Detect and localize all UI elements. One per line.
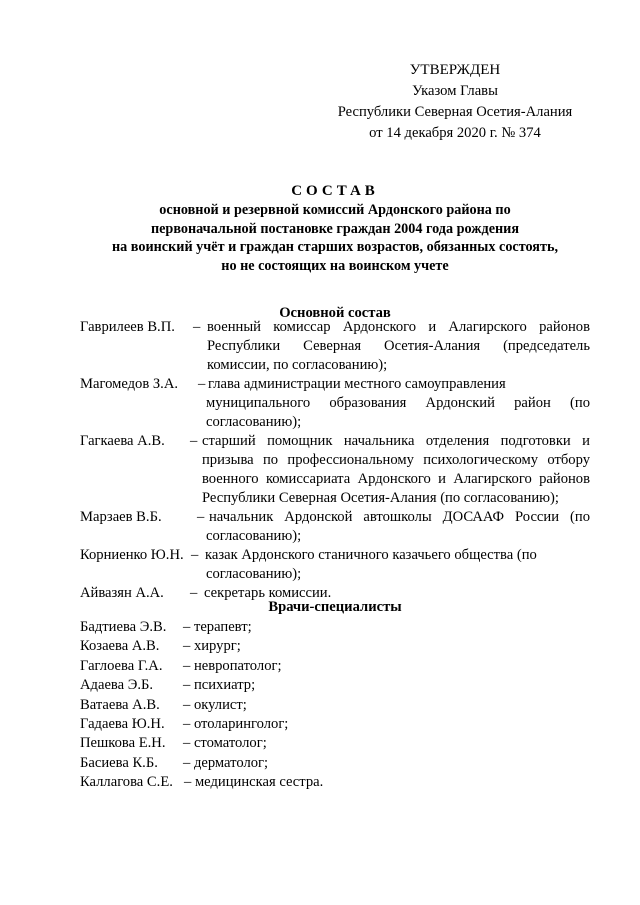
doctor-entry [80,773,480,792]
doctor-role: – отоларинголог; [183,715,289,732]
approval-block [330,60,580,144]
heading-line-3: на воинский учёт и граждан старших возрастов, обязанных состоять, [111,239,559,255]
member-dash: – [191,547,199,563]
member-description: казак Ардонского станичного казачьего общества (по [205,547,537,563]
member-description-cont: комиссии, по согласованию); [207,357,388,373]
doctors-section-title: Врачи-специалисты [268,599,402,615]
member-name: Магомедов З.А. [80,376,179,392]
doctor-name: Ватаева А.В. [80,696,160,713]
doctor-role: – терапевт; [183,619,252,635]
member-dash: – [197,509,205,525]
doctor-entry [80,637,480,656]
approval-line-3: от 14 декабря 2020 г. № 374 [369,125,541,141]
member-dash: – [193,319,201,335]
member-name: Гагкаева А.В. [80,433,165,449]
member-dash: – [198,376,206,392]
member-description-cont: согласованию); [206,528,302,544]
member-entry [80,432,590,508]
doctor-entry [80,618,480,637]
member-dash: – [190,433,198,449]
member-entry [80,375,590,432]
heading-line-4: но не состоящих на воинском учете [221,257,449,274]
doctor-entry [80,676,480,695]
doctors-list [80,618,480,793]
doctor-name: Бадтиева Э.В. [80,619,167,635]
doctor-role: – стоматолог; [183,735,267,752]
doctor-name: Каллагова С.Е. [80,774,173,791]
doctor-entry [80,657,480,676]
approval-line-2: Республики Северная Осетия-Алания [337,104,573,120]
member-entry [80,546,590,584]
member-name: Гаврилеев В.П. [80,319,175,335]
doctor-role: – окулист; [183,696,247,713]
heading-line-2: первоначальной постановке граждан 2004 года рождения [150,220,520,237]
doctor-entry [80,754,480,773]
member-description: старший помощник начальника отделения подготовки и [202,433,590,449]
doctor-name: Адаева Э.Б. [80,677,154,694]
doctor-name: Гадаева Ю.Н. [80,715,165,732]
member-description-cont: призыва по профессиональному психологическому отбору [202,452,590,468]
doctor-name: Козаева А.В. [80,638,160,655]
member-description-cont: Республики Северная Осетия-Алания (председатель [207,338,590,354]
doctor-role: – невропатолог; [183,657,282,674]
member-description-cont: Республики Северная Осетия-Алания (по согласованию); [202,490,559,506]
member-name: Айвазян А.А. [80,585,164,601]
doctor-role: – психиатр; [183,677,256,694]
member-name: Корниенко Ю.Н. [80,547,184,563]
main-section-title: Основной состав [279,305,391,321]
member-entry [80,508,590,546]
doctor-role: – медицинская сестра. [184,774,324,791]
member-entry [80,318,590,375]
doctor-entry [80,715,480,734]
member-name: Марзаев В.Б. [80,509,162,525]
document-heading [85,181,585,275]
doctor-role: – дерматолог; [183,754,269,771]
member-description-cont: муниципального образования Ардонский район (по [206,395,590,411]
doctor-role: – хирург; [183,638,241,655]
doctor-name: Гаглоева Г.А. [80,657,163,674]
member-description-cont: согласованию); [206,566,302,582]
member-description: секретарь комиссии. [204,585,332,601]
member-description: военный комиссар Ардонского и Алагирского районов [207,319,590,335]
member-description-cont: военного комиссариата Ардонского и Алагирского районов [202,471,590,487]
doctor-name: Пешкова Е.Н. [80,735,166,752]
doctor-name: Басиева К.Б. [80,754,158,771]
doctor-entry [80,734,480,753]
doctor-entry [80,696,480,715]
member-description: начальник Ардонской автошколы ДОСААФ России (по [209,509,590,525]
heading-line-1: основной и резервной комиссий Ардонского района по [159,202,511,218]
heading-title: СОСТАВ [291,183,379,199]
member-description-cont: согласованию); [206,414,302,430]
member-description: глава администрации местного самоуправления [208,376,506,392]
member-dash: – [190,585,198,601]
approval-line-1: Указом Главы [412,83,498,99]
main-members-list [80,318,590,603]
approval-title: УТВЕРЖДЕН [409,62,501,78]
